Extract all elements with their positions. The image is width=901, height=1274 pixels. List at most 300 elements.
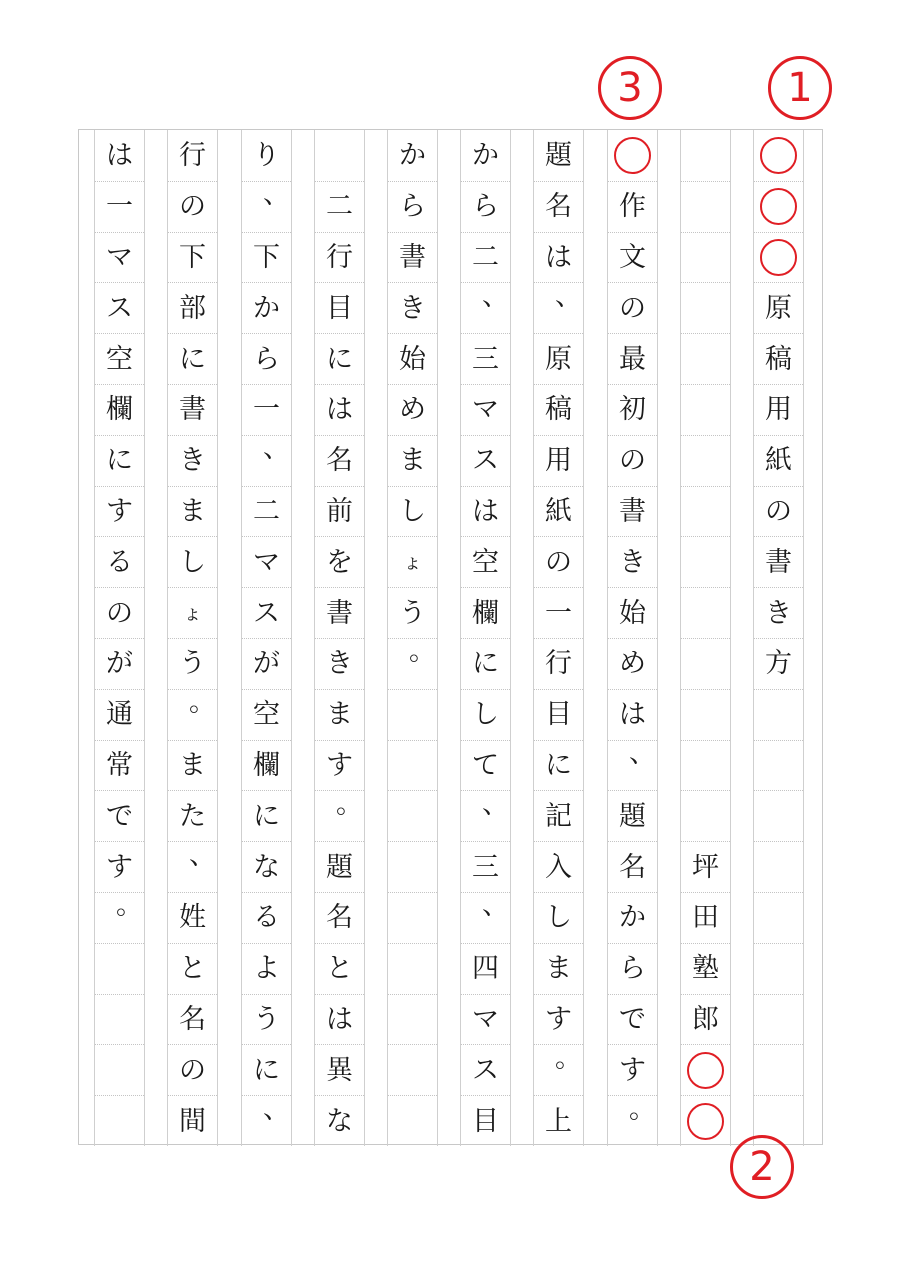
grid-cell [168,384,217,435]
grid-cell [388,994,437,1045]
character: ス [472,445,499,477]
character: 書 [399,241,426,273]
grid-cell [608,282,657,333]
grid-cell [315,435,364,486]
grid-cell [315,892,364,943]
character: 稿 [545,394,572,426]
grid-cell [681,333,730,384]
grid-cell [461,181,510,232]
grid-cell [388,892,437,943]
marker-1 [768,56,832,120]
grid-cell [461,384,510,435]
character: 。 [116,890,143,922]
grid-cell [242,587,291,638]
character: 始 [399,343,426,375]
manuscript-column [167,130,218,1146]
character: 書 [179,394,206,426]
manuscript-column [607,130,658,1146]
manuscript-paper [78,129,823,1145]
character: は [106,139,133,171]
character: に [106,445,133,477]
grid-cell [242,943,291,994]
character: マ [472,394,499,426]
grid-cell [681,638,730,689]
character: に [253,1054,280,1086]
grid-cell [242,282,291,333]
grid-cell [315,994,364,1045]
character: は [326,1003,353,1035]
character: が [106,648,133,680]
grid-cell [388,1095,437,1146]
character: 上 [545,1105,572,1137]
grid-cell [168,232,217,283]
grid-cell [534,486,583,537]
manuscript-column [387,130,438,1146]
character: し [472,699,499,731]
character: き [326,648,353,680]
character: き [619,546,646,578]
character: 題 [545,139,572,171]
character: の [545,546,572,578]
character: マ [106,241,133,273]
character: は [326,394,353,426]
grid-cell [608,130,657,181]
grid-cell [754,384,803,435]
marker-2 [730,1135,794,1199]
manuscript-column [680,130,731,1146]
character: 欄 [472,597,499,629]
grid-cell [95,536,144,587]
grid-cell [95,587,144,638]
manuscript-column [94,130,145,1146]
grid-cell [681,790,730,841]
grid-cell [461,1044,510,1095]
grid-cell [681,282,730,333]
grid-cell [168,841,217,892]
grid-cell [388,638,437,689]
grid-cell [754,232,803,283]
grid-cell [388,384,437,435]
grid-cell [315,232,364,283]
grid-cell [534,689,583,740]
grid-cell [534,232,583,283]
grid-cell [388,435,437,486]
grid-cell [388,130,437,181]
manuscript-column [460,130,511,1146]
character: 一 [253,394,280,426]
grid-cell [388,536,437,587]
character: ょ [182,601,202,624]
grid-cell [95,892,144,943]
grid-cell [754,689,803,740]
character: し [399,495,426,527]
grid-cell [534,1095,583,1146]
character: 目 [326,292,353,324]
character: 最 [619,343,646,375]
character: 。 [555,1042,582,1074]
character: よ [253,953,280,985]
grid-cell [534,892,583,943]
character: 。 [336,788,363,820]
grid-cell [608,384,657,435]
grid-cell [461,943,510,994]
character: 書 [326,597,353,629]
grid-cell [461,232,510,283]
grid-cell [315,638,364,689]
character: 名 [326,902,353,934]
character: 用 [765,394,792,426]
character: ら [253,343,280,375]
grid-cell [608,1095,657,1146]
character: 名 [326,445,353,477]
character: 下 [179,241,206,273]
manuscript-column [314,130,365,1146]
character: 空 [472,546,499,578]
character: な [253,851,280,883]
grid-cell [608,841,657,892]
character: 作 [619,191,646,223]
grid-cell [681,740,730,791]
grid-cell [315,943,364,994]
character: 原 [545,343,572,375]
author-name-character: 田 [692,902,719,934]
character: た [179,800,206,832]
grid-cell [461,689,510,740]
character: と [179,953,206,985]
grid-cell [95,435,144,486]
character: き [765,597,792,629]
grid-cell [461,536,510,587]
grid-cell [534,638,583,689]
character: 用 [545,445,572,477]
grid-cell [95,638,144,689]
grid-cell [461,435,510,486]
grid-cell [388,232,437,283]
grid-cell [534,740,583,791]
character: 題 [619,800,646,832]
grid-cell [461,740,510,791]
character: 三 [472,343,499,375]
character: ら [399,191,426,223]
character: の [179,1054,206,1086]
grid-cell [681,536,730,587]
character: う [253,1003,280,1035]
grid-cell [242,536,291,587]
character: 稿 [765,343,792,375]
grid-cell [608,587,657,638]
character: 原 [765,292,792,324]
character: め [619,648,646,680]
character: が [253,648,280,680]
character: か [472,139,499,171]
character: 記 [545,800,572,832]
grid-cell [754,638,803,689]
grid-cell [534,181,583,232]
grid-cell [461,841,510,892]
character: 文 [619,241,646,273]
character: 、 [482,890,509,922]
author-name-character: 坪 [692,851,719,883]
grid-cell [681,435,730,486]
grid-cell [681,130,730,181]
character: 四 [472,953,499,985]
character: る [106,546,133,578]
grid-cell [608,486,657,537]
character: 行 [179,139,206,171]
grid-cell [388,181,437,232]
grid-cell [534,1044,583,1095]
grid-cell [315,181,364,232]
blank-space-circle [614,137,651,174]
character: の [106,597,133,629]
grid-cell [168,740,217,791]
character: 一 [545,597,572,629]
character: 空 [253,699,280,731]
grid-cell [754,130,803,181]
character: す [619,1054,646,1086]
grid-cell [315,486,364,537]
character: 目 [545,699,572,731]
character: ス [253,597,280,629]
grid-cell [681,181,730,232]
grid-cell [608,181,657,232]
character: 通 [106,699,133,731]
grid-cell [168,1044,217,1095]
grid-cell [681,841,730,892]
character: 、 [263,1093,290,1125]
manuscript-column [533,130,584,1146]
grid-cell [95,486,144,537]
character: ス [106,292,133,324]
grid-cell [242,638,291,689]
character: か [399,139,426,171]
grid-cell [168,536,217,587]
grid-cell [608,435,657,486]
character: す [106,851,133,883]
character: は [545,241,572,273]
grid-cell [242,1095,291,1146]
grid-cell [681,1095,730,1146]
grid-cell [754,740,803,791]
grid-cell [461,587,510,638]
grid-cell [608,790,657,841]
character: 二 [326,191,353,223]
grid-cell [168,486,217,537]
grid-cell [461,790,510,841]
grid-cell [754,536,803,587]
grid-cell [242,435,291,486]
grid-cell [242,232,291,283]
grid-cell [388,486,437,537]
character: 初 [619,394,646,426]
grid-cell [95,1044,144,1095]
grid-cell [168,689,217,740]
character: ら [619,953,646,985]
grid-cell [754,486,803,537]
character: 一 [106,191,133,223]
grid-cell [95,790,144,841]
character: 姓 [179,902,206,934]
character: 、 [263,179,290,211]
grid-cell [388,1044,437,1095]
author-name-character: 塾 [692,953,719,985]
grid-cell [168,994,217,1045]
character: 行 [545,648,572,680]
grid-cell [168,130,217,181]
grid-cell [95,943,144,994]
character: 目 [472,1105,499,1137]
grid-cell [608,892,657,943]
marker-2-label: 2 [749,1144,775,1190]
character: き [179,445,206,477]
grid-cell [388,689,437,740]
character: は [472,495,499,527]
character: 書 [765,546,792,578]
grid-cell [388,943,437,994]
grid-cell [315,130,364,181]
grid-cell [534,282,583,333]
character: に [545,749,572,781]
grid-cell [681,994,730,1045]
character: は [619,699,646,731]
character: か [619,902,646,934]
character: 。 [629,1093,656,1125]
grid-cell [242,892,291,943]
grid-cell [95,740,144,791]
grid-cell [168,1095,217,1146]
character: に [253,800,280,832]
grid-cell [534,587,583,638]
grid-cell [681,384,730,435]
character: 欄 [253,749,280,781]
blank-space-circle [760,137,797,174]
character: る [253,902,280,934]
grid-cell [534,435,583,486]
grid-cell [681,892,730,943]
grid-cell [534,994,583,1045]
grid-cell [534,790,583,841]
character: ょ [402,550,422,573]
grid-cell [95,1095,144,1146]
grid-cell [608,943,657,994]
character: 始 [619,597,646,629]
character: を [326,546,353,578]
grid-cell [461,1095,510,1146]
grid-cell [681,689,730,740]
character: う [179,648,206,680]
character: し [179,546,206,578]
grid-cell [608,994,657,1045]
grid-cell [754,1044,803,1095]
character: 、 [482,788,509,820]
grid-cell [168,587,217,638]
grid-cell [534,943,583,994]
grid-cell [242,486,291,537]
character: り [253,139,280,171]
grid-cell [168,333,217,384]
grid-cell [461,282,510,333]
blank-space-circle [760,188,797,225]
grid-cell [242,130,291,181]
grid-cell [534,333,583,384]
grid-cell [315,536,364,587]
character: 入 [545,851,572,883]
grid-cell [95,994,144,1045]
grid-cell [534,536,583,587]
grid-cell [242,333,291,384]
character: ま [399,445,426,477]
character: ら [472,191,499,223]
grid-cell [461,333,510,384]
character: ま [179,495,206,527]
character: す [545,1003,572,1035]
character: 部 [179,292,206,324]
grid-cell [242,994,291,1045]
grid-cell [95,232,144,283]
grid-cell [754,333,803,384]
grid-cell [315,333,364,384]
character: 二 [472,241,499,273]
grid-cell [461,130,510,181]
author-name-character: 郎 [692,1003,719,1035]
character: ま [179,749,206,781]
character: の [619,292,646,324]
character: 紙 [545,495,572,527]
grid-cell [608,333,657,384]
grid-cell [754,790,803,841]
marker-1-label: 1 [787,65,813,111]
grid-cell [608,737,657,791]
grid-cell [315,790,364,841]
grid-cell [754,892,803,943]
character: ス [472,1054,499,1086]
character: 異 [326,1054,353,1086]
grid-cell [461,994,510,1045]
character: き [399,292,426,324]
blank-space-circle [687,1103,724,1140]
grid-cell [388,841,437,892]
grid-cell [315,384,364,435]
grid-cell [95,282,144,333]
grid-cell [242,841,291,892]
character: と [326,953,353,985]
grid-cell [534,130,583,181]
grid-cell [608,1044,657,1095]
blank-space-circle [687,1052,724,1089]
grid-cell [95,689,144,740]
character: 空 [106,343,133,375]
character: 名 [179,1003,206,1035]
character: な [326,1105,353,1137]
grid-cell [242,790,291,841]
grid-cell [388,587,437,638]
character: の [179,191,206,223]
grid-cell [534,841,583,892]
grid-cell [681,943,730,994]
grid-cell [168,892,217,943]
character: 、 [482,280,509,312]
grid-cell [242,689,291,740]
character: め [399,394,426,426]
grid-cell [315,841,364,892]
character: で [106,800,133,832]
grid-cell [754,282,803,333]
grid-cell [388,790,437,841]
grid-cell [754,181,803,232]
grid-cell [461,486,510,537]
grid-cell [168,435,217,486]
grid-cell [315,740,364,791]
